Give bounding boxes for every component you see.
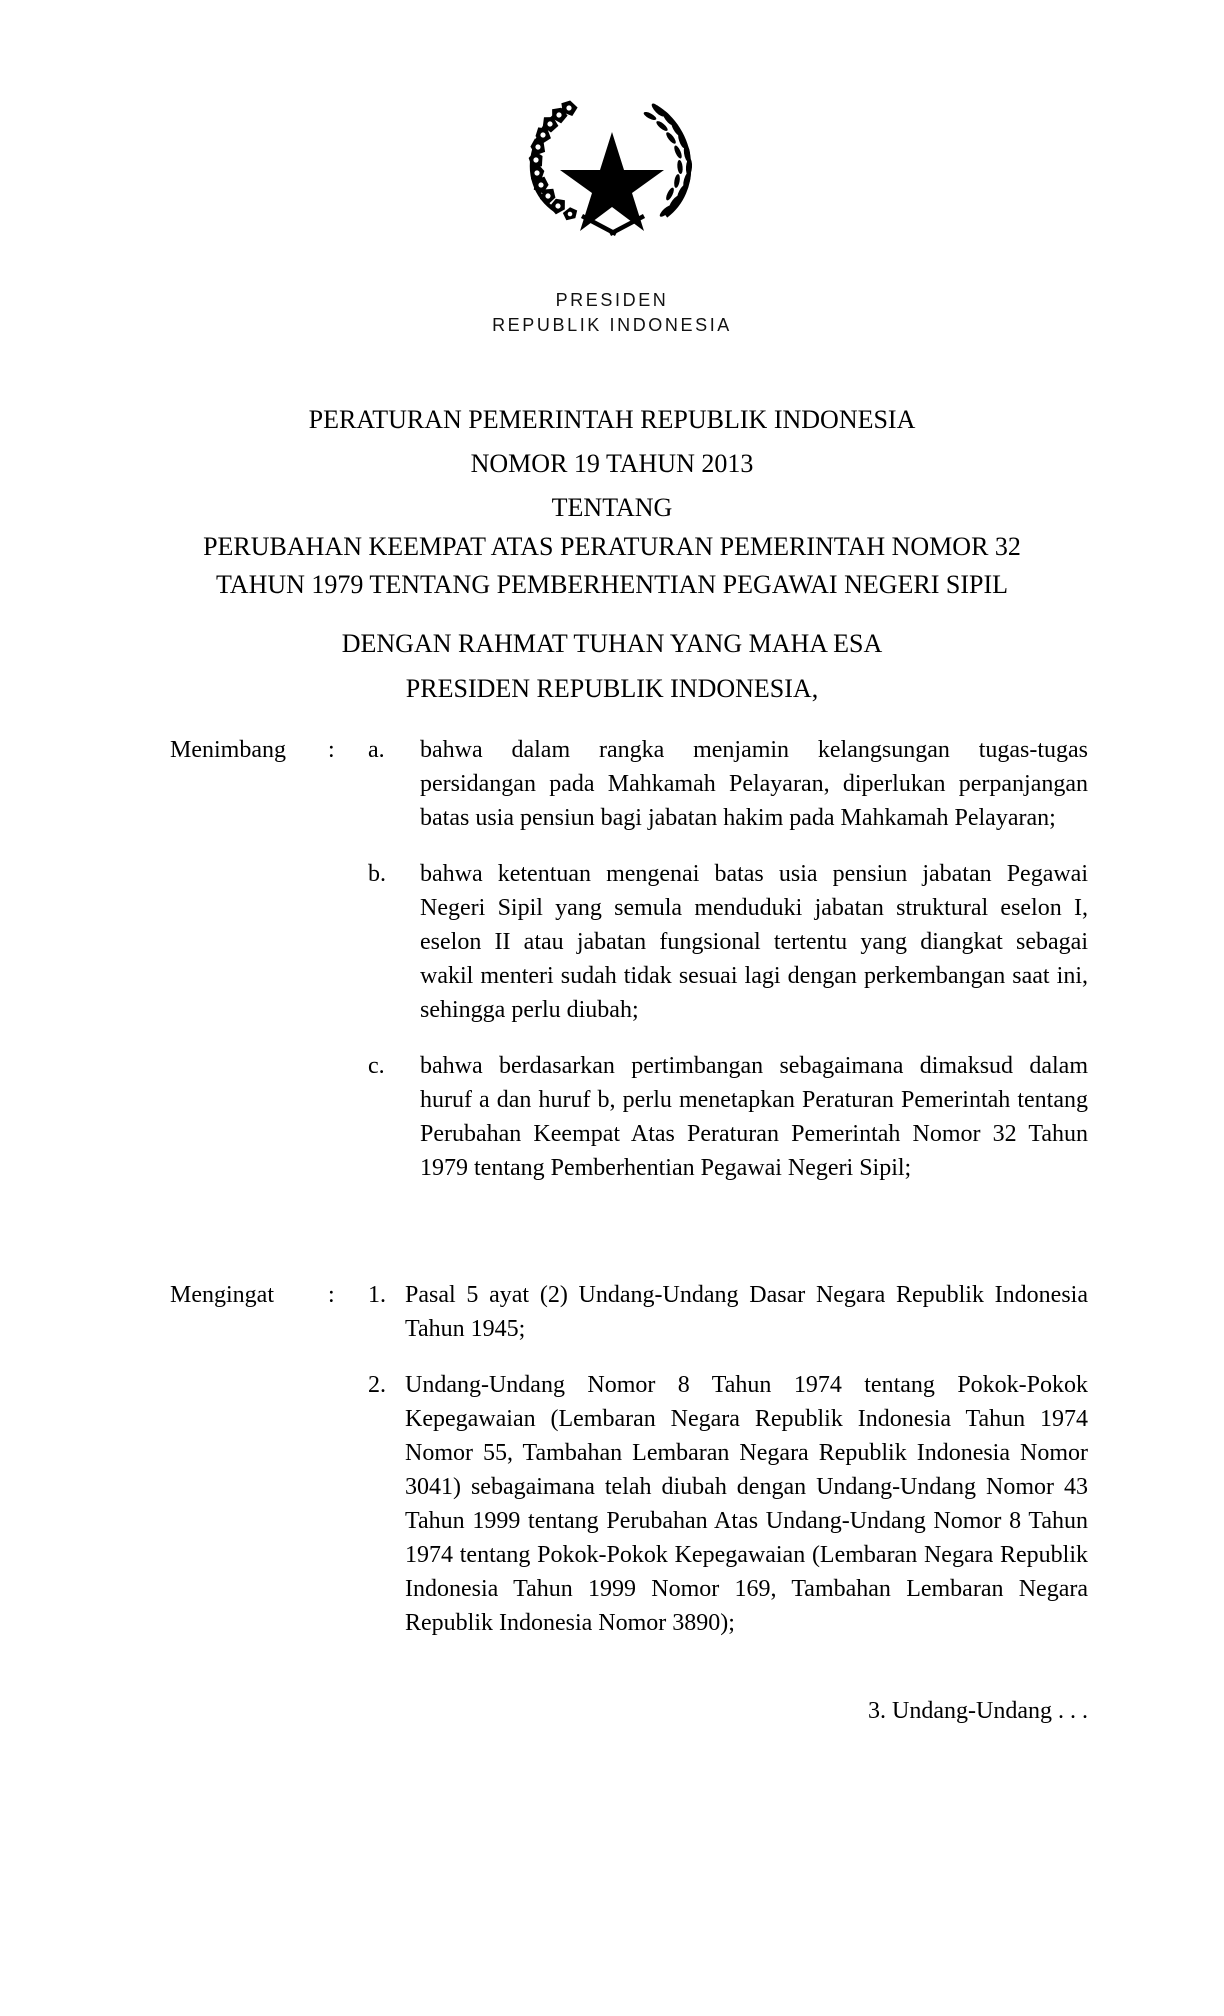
presidential-header-line2: REPUBLIK INDONESIA	[492, 315, 732, 335]
item-text: bahwa ketentuan mengenai batas usia pensiun jabatan Pegawai Negeri Sipil yang semula menduduki jabatan struktural eselon I, eselon II atau jabatan fungsional tertentu yang diangkat sebagai wakil menteri sudah tidak sesuai lagi dengan perkembangan saat ini, sehingga perlu diubah;	[420, 861, 1088, 1023]
page-title	[100, 398, 1124, 530]
mengingat-colon: :	[328, 1282, 335, 1308]
item-marker: c.	[368, 1053, 385, 1079]
mengingat-row	[170, 1278, 1088, 1640]
item-text: Pasal 5 ayat (2) Undang-Undang Dasar Negara Republik Indonesia Tahun 1945;	[405, 1282, 1088, 1342]
presidential-header	[0, 288, 1224, 338]
regulation-subtitle	[100, 528, 1124, 604]
item-text: bahwa berdasarkan pertimbangan sebagaimana dimaksud dalam huruf a dan huruf b, perlu menetapkan Peraturan Pemerintah tentang Perubahan Keempat Atas Peraturan Pemerintah Nomor 32 Tahun 1979 tentang Pemberhentian Pegawai Negeri Sipil;	[420, 1053, 1088, 1181]
continuation-marker: 3. Undang-Undang . . .	[868, 1698, 1088, 1724]
item-marker: a.	[368, 737, 385, 763]
title-line-3: TENTANG	[551, 493, 673, 522]
menimbang-items	[368, 733, 1088, 1185]
presidential-header-line1: PRESIDEN	[555, 290, 669, 310]
menimbang-label: Menimbang	[170, 737, 286, 763]
authority-line: PRESIDEN REPUBLIK INDONESIA,	[405, 674, 819, 703]
mengingat-items	[368, 1278, 1088, 1640]
list-item	[368, 733, 1088, 835]
subtitle-line-1: PERUBAHAN KEEMPAT ATAS PERATURAN PEMERINTAH NOMOR 32	[203, 532, 1021, 561]
list-item	[368, 857, 1088, 1027]
subtitle-line-2: TAHUN 1979 TENTANG PEMBERHENTIAN PEGAWAI NEGERI SIPIL	[216, 570, 1008, 599]
emblem-container	[0, 88, 1224, 238]
garuda-presidential-seal-icon	[512, 88, 712, 238]
title-line-1: PERATURAN PEMERINTAH REPUBLIK INDONESIA	[308, 405, 916, 434]
item-marker: 1.	[368, 1282, 386, 1308]
mengingat-label: Mengingat	[170, 1282, 274, 1308]
item-text: Undang-Undang Nomor 8 Tahun 1974 tentang Pokok-Pokok Kepegawaian (Lembaran Negara Republik Indonesia Tahun 1974 Nomor 55, Tambahan Lembaran Negara Republik Indonesia Nomor 3041) sebagaimana telah diubah dengan Undang-Undang Nomor 43 Tahun 1999 tentang Perubahan Atas Undang-Undang Nomor 8 Tahun 1974 tentang Pokok-Pokok Kepegawaian (Lembaran Negara Republik Indonesia Tahun 1999 Nomor 169, Tambahan Lembaran Negara Republik Indonesia Nomor 3890);	[405, 1372, 1088, 1636]
item-text: bahwa dalam rangka menjamin kelangsungan tugas-tugas persidangan pada Mahkamah Pelayaran, diperlukan perpanjangan batas usia pensiun bagi jabatan hakim pada Mahkamah Pelayaran;	[420, 737, 1088, 831]
mengingat-section	[170, 1278, 1088, 1640]
menimbang-row	[170, 733, 1088, 1185]
list-item	[368, 1368, 1088, 1640]
menimbang-colon: :	[328, 737, 335, 763]
list-item	[368, 1278, 1088, 1346]
list-item	[368, 1049, 1088, 1185]
item-marker: b.	[368, 861, 386, 887]
item-marker: 2.	[368, 1372, 386, 1398]
invocation-line: DENGAN RAHMAT TUHAN YANG MAHA ESA	[341, 629, 883, 658]
menimbang-section	[170, 733, 1088, 1185]
title-line-2: NOMOR 19 TAHUN 2013	[470, 449, 754, 478]
